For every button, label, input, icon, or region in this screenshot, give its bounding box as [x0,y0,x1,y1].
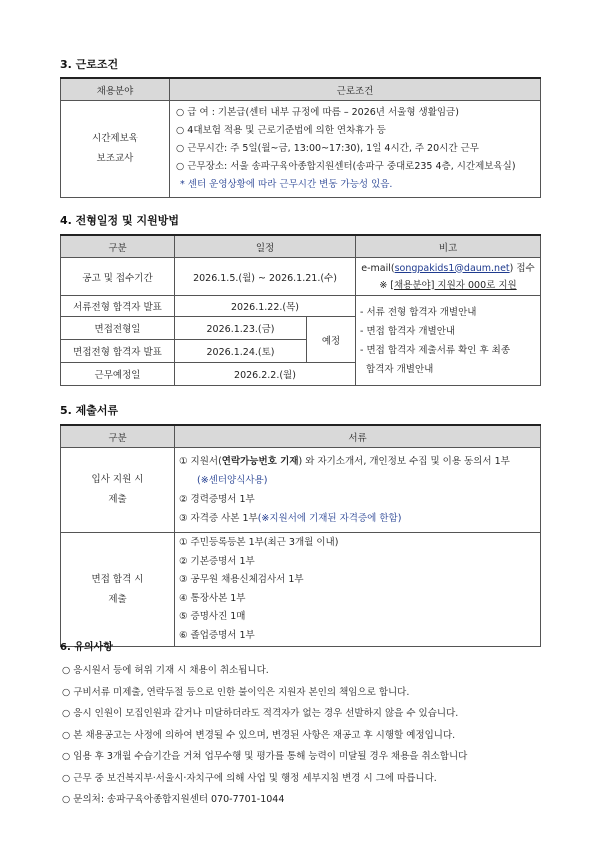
group-line-1: 입사 지원 시 [91,474,144,485]
conditions-cell [170,101,541,198]
group-line-2: 제출 [108,593,127,605]
field-line-1: 시간제보육 [92,133,138,144]
document-item: ⑤ 증명사진 1매 [179,611,246,622]
row-label: 면접전형일 [61,317,175,340]
notice-item: ○ 본 채용공고는 사정에 의하여 변경될 수 있으며, 변경된 사항은 재공고 후 시행할 예정입니다. [62,729,456,741]
remark-item: - 면접 합격자 개별안내 [360,325,456,337]
announcement-remarks [356,296,541,386]
section-4-title: 4. 전형일정 및 지원방법 [60,214,179,227]
email-prefix: e-mail( [361,262,395,274]
email-suffix: ) 접수 [509,262,535,274]
row-date: 2026.1.24.(토) [175,340,307,363]
group-interview [61,533,175,647]
notice-item: ○ 응시 인원이 모집인원과 같거나 미달하더라도 적격자가 없는 경우 선발하지 않을 수 있습니다. [62,708,459,719]
doc-text: ) 와 자기소개서, 개인정보 수집 및 이용 동의서 1부 [298,456,510,467]
header-category: 구분 [61,425,175,448]
condition-item: ○ 근무시간: 주 5일(월~금, 13:00~17:30), 1일 4시간, 주 20시간 근무 [176,143,479,154]
application-remarks [356,258,541,296]
notice-item: ○ 근무 중 보건복지부·서울시·자치구에 의해 사업 및 행정 세부지침 변경 시 그에 따릅니다. [62,772,437,784]
document-item: ① 주민등록등본 1부(최근 3개월 이내) [179,537,339,548]
remark-item: - 면접 합격자 제출서류 확인 후 최종 [360,344,511,356]
notice-list [62,660,542,811]
interview-documents [175,533,541,647]
row-label: 근무예정일 [61,363,175,386]
row-label: 면접전형 합격자 발표 [61,340,175,363]
condition-note: * 센터 운영상황에 따라 근무시간 변동 가능성 있음. [180,179,393,190]
document-subnote: (※센터양식사용) [197,475,268,486]
document-item [179,452,536,471]
row-label: 서류전형 합격자 발표 [61,296,175,317]
row-date: 2026.1.23.(금) [175,317,307,340]
header-category: 구분 [61,235,175,258]
notice-item: ○ 구비서류 미제출, 연락두절 등으로 인한 불이익은 지원자 본인의 책임으로 합니다. [62,686,410,698]
planned-cell: 예정 [307,317,356,363]
condition-item: ○ 근무장소: 서울 송파구육아종합지원센터(송파구 중대로235 4층, 시간제보육실) [176,161,516,172]
notice-item: ○ 임용 후 3개월 수습기간을 거쳐 업무수행 및 평가를 통해 능력이 미달될 경우 채용을 취소합니다 [62,751,468,762]
section-6-title: 6. 유의사항 [60,642,113,653]
document-item: ⑥ 졸업증명서 1부 [179,629,255,641]
notice-item: ○ 응시원서 등에 허위 기재 시 채용이 취소됩니다. [62,665,269,676]
application-documents [175,448,541,533]
header-schedule: 일정 [175,235,356,258]
header-field: 채용분야 [61,78,170,101]
row-label: 공고 및 접수기간 [61,258,175,296]
group-application [61,448,175,533]
section-5-title: 5. 제출서류 [60,404,119,417]
field-cell [61,101,170,198]
apply-format-note: [채용분야] 지원자 000로 지원 [390,279,517,291]
document-item [179,509,536,528]
row-date: 2026.2.2.(월) [175,363,356,386]
group-line-2: 제출 [108,494,127,505]
document-item: ④ 통장사본 1부 [179,592,246,604]
doc-text: ① 지원서( [179,456,222,467]
row-date: 2026.1.22.(목) [175,296,356,317]
document-item: ③ 공무원 채용신체검사서 1부 [179,574,304,585]
header-conditions: 근로조건 [170,78,541,101]
documents-table [60,424,541,647]
row-date: 2026.1.5.(월) ~ 2026.1.21.(수) [175,258,356,296]
document-item: ② 기본증명서 1부 [179,555,255,567]
note-mark: ※ [379,279,391,291]
email-link[interactable]: songpakids1@daum.net [394,262,510,274]
header-remarks: 비고 [356,235,541,258]
condition-item: ○ 급 여 : 기본급(센터 내부 규정에 따름 – 2026년 서울형 생활임금) [176,107,459,118]
doc-emphasis: 연락가능번호 기재 [221,456,299,467]
remark-item: - 서류 전형 합격자 개별안내 [360,306,477,318]
doc-blue-note: (※지원서에 기재된 자격증에 한함) [257,513,402,524]
remark-item: 합격자 개별안내 [360,363,434,375]
section-3-title: 3. 근로조건 [60,58,119,71]
header-documents: 서류 [175,425,541,448]
document-item: ② 경력증명서 1부 [179,494,255,505]
group-line-1: 면접 합격 시 [91,573,144,585]
work-conditions-table [60,77,541,198]
doc-text: ③ 자격증 사본 1부 [179,513,258,524]
field-line-2: 보조교사 [96,153,134,164]
schedule-table [60,234,541,386]
notice-item: ○ 문의처: 송파구육아종합지원센터 070-7701-1044 [62,794,285,805]
condition-item: ○ 4대보험 적용 및 근로기준법에 의한 연차휴가 등 [176,125,386,136]
